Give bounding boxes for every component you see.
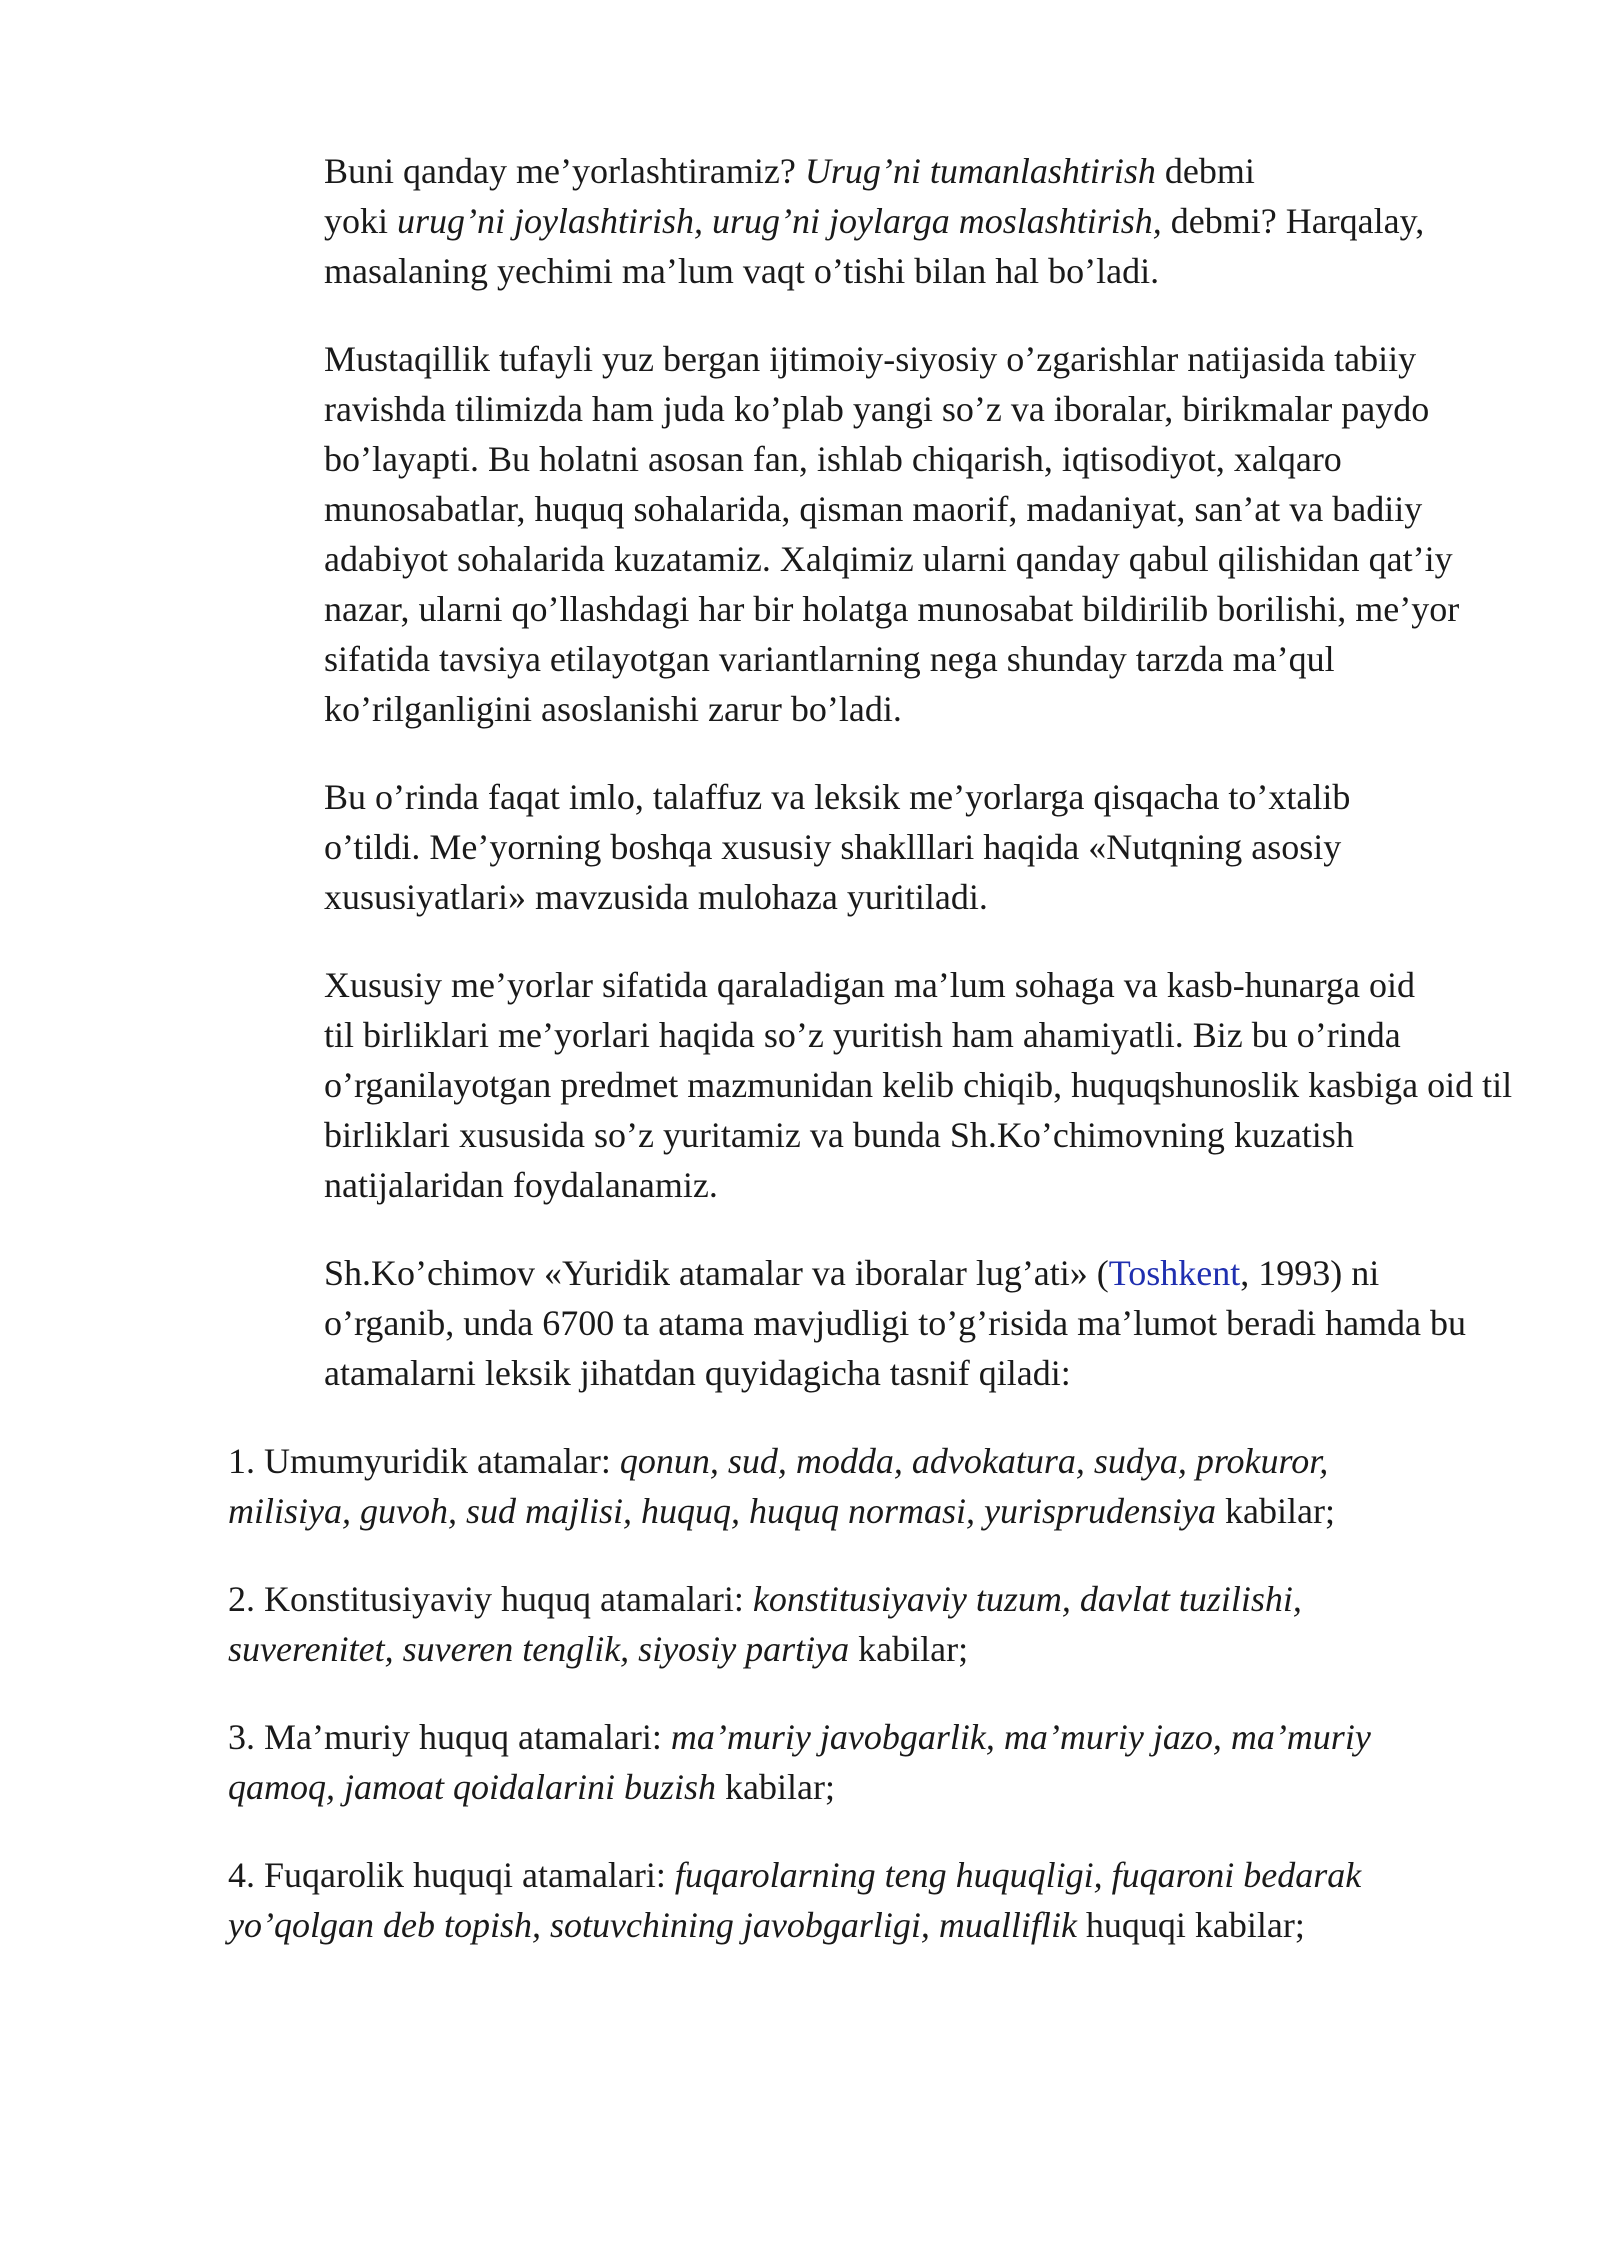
italic-term: konstitusiyaviy tuzum, davlat tuzilishi, [752, 1579, 1302, 1619]
italic-term: Urug’ni tumanlashtirish [804, 151, 1156, 191]
text-segment: huquqi kabilar; [1076, 1905, 1305, 1945]
italic-term: suverenitet, suveren tenglik, siyosiy partiya [228, 1629, 850, 1669]
term-list [228, 1436, 1478, 1950]
text-line [228, 1762, 1478, 1812]
text-segment: o’tildi. Me’yorning boshqa xususiy shaklllari haqida «Nutqning asosiy [324, 827, 1342, 867]
text-segment: bo’layapti. Bu holatni asosan fan, ishlab chiqarish, iqtisodiyot, xalqaro [324, 439, 1342, 479]
text-segment: 1. Umumyuridik atamalar: [228, 1441, 620, 1481]
text-line [228, 196, 1478, 246]
text-segment: Bu o’rinda faqat imlo, talaffuz va leksik me’yorlarga qisqacha to’xtalib [324, 777, 1351, 817]
paragraph-5 [228, 1248, 1478, 1398]
text-line [228, 1010, 1478, 1060]
place-link[interactable]: Toshkent [1108, 1253, 1241, 1293]
text-line [228, 484, 1478, 534]
italic-term: qonun, sud, modda, advokatura, sudya, prokuror, [619, 1441, 1329, 1481]
text-segment: 2. Konstitusiyaviy huquq atamalari: [228, 1579, 753, 1619]
text-line [228, 1436, 1478, 1486]
text-line [228, 1110, 1478, 1160]
text-segment: ko’rilganligini asoslanishi zarur bo’ladi. [324, 689, 902, 729]
text-segment: Xususiy me’yorlar sifatida qaraladigan ma’lum sohaga va kasb-hunarga oid [324, 965, 1416, 1005]
text-segment: yoki [324, 201, 398, 241]
italic-term: milisiya, guvoh, sud majlisi, huquq, huquq normasi, yurisprudensiya [228, 1491, 1216, 1531]
text-segment: masalaning yechimi ma’lum vaqt o’tishi bilan hal bo’ladi. [324, 251, 1160, 291]
document-page [228, 146, 1513, 1988]
text-segment: , 1993) ni [1240, 1253, 1380, 1293]
list-item-2 [228, 1574, 1478, 1674]
text-segment: kabilar; [1216, 1491, 1335, 1531]
list-item-4 [228, 1850, 1478, 1950]
text-line [228, 1160, 1478, 1210]
italic-term: urug’ni joylashtirish, urug’ni joylarga moslashtirish, [397, 201, 1162, 241]
italic-term: fuqarolarning teng huquqligi, fuqaroni bedarak [674, 1855, 1362, 1895]
text-segment: Mustaqillik tufayli yuz bergan ijtimoiy-siyosiy o’zgarishlar natijasida tabiiy [324, 339, 1417, 379]
text-line [228, 822, 1478, 872]
text-line [228, 1298, 1478, 1348]
text-line [228, 1348, 1478, 1398]
text-line [228, 434, 1478, 484]
text-line [228, 534, 1478, 584]
text-segment: kabilar; [849, 1629, 969, 1669]
text-line [228, 1060, 1513, 1110]
text-segment: Sh.Ko’chimov «Yuridik atamalar va iboralar lug’ati» ( [324, 1253, 1109, 1293]
text-segment: sifatida tavsiya etilayotgan variantlarning nega shunday tarzda ma’qul [324, 639, 1335, 679]
text-segment: adabiyot sohalarida kuzatamiz. Xalqimiz ularni qanday qabul qilishidan qat’iy [324, 539, 1453, 579]
text-line [228, 960, 1478, 1010]
text-line [228, 1486, 1478, 1536]
italic-term: yo’qolgan deb topish, sotuvchining javobgarligi, mualliflik [228, 1905, 1077, 1945]
paragraph-1 [228, 146, 1478, 296]
list-item-3 [228, 1712, 1478, 1812]
text-line [228, 1248, 1478, 1298]
body-paragraphs [228, 146, 1513, 1398]
text-segment: o’rganilayotgan predmet mazmunidan kelib chiqib, huquqshunoslik kasbiga oid til [324, 1065, 1513, 1105]
text-line [228, 384, 1478, 434]
text-segment: xususiyatlari» mavzusida mulohaza yuritiladi. [324, 877, 988, 917]
paragraph-4 [228, 960, 1513, 1210]
italic-term: qamoq, jamoat qoidalarini buzish [228, 1767, 717, 1807]
text-segment: debmi [1155, 151, 1255, 191]
text-segment: til birliklari me’yorlari haqida so’z yuritish ham ahamiyatli. Biz bu o’rinda [324, 1015, 1401, 1055]
text-segment: ravishda tilimizda ham juda ko’plab yangi so’z va iboralar, birikmalar paydo [324, 389, 1430, 429]
text-segment: nazar, ularni qo’llashdagi har bir holatga munosabat bildirilib borilishi, me’yor [324, 589, 1460, 629]
text-segment: debmi? Harqalay, [1161, 201, 1425, 241]
text-segment: Buni qanday me’yorlashtiramiz? [324, 151, 805, 191]
text-line [228, 1900, 1478, 1950]
text-line [228, 1574, 1478, 1624]
text-segment: munosabatlar, huquq sohalarida, qisman maorif, madaniyat, san’at va badiiy [324, 489, 1423, 529]
text-segment: birliklari xususida so’z yuritamiz va bunda Sh.Ko’chimovning kuzatish [324, 1115, 1354, 1155]
text-line [228, 1850, 1478, 1900]
list-item-1 [228, 1436, 1478, 1536]
text-segment: kabilar; [716, 1767, 835, 1807]
text-line [228, 772, 1478, 822]
text-segment: o’rganib, unda 6700 ta atama mavjudligi to’g’risida ma’lumot beradi hamda bu [324, 1303, 1467, 1343]
text-segment: atamalarni leksik jihatdan quyidagicha tasnif qiladi: [324, 1353, 1071, 1393]
text-segment: natijalaridan foydalanamiz. [324, 1165, 718, 1205]
text-line [228, 634, 1478, 684]
text-segment: 4. Fuqarolik huquqi atamalari: [228, 1855, 675, 1895]
text-line [228, 584, 1478, 634]
text-segment: 3. Ma’muriy huquq atamalari: [228, 1717, 671, 1757]
text-line [228, 246, 1478, 296]
text-line [228, 684, 1478, 734]
text-line [228, 1712, 1478, 1762]
text-line [228, 146, 1478, 196]
text-line [228, 872, 1478, 922]
italic-term: ma’muriy javobgarlik, ma’muriy jazo, ma’muriy [670, 1717, 1371, 1757]
text-line [228, 1624, 1478, 1674]
paragraph-2 [228, 334, 1478, 734]
paragraph-3 [228, 772, 1478, 922]
text-line [228, 334, 1478, 384]
